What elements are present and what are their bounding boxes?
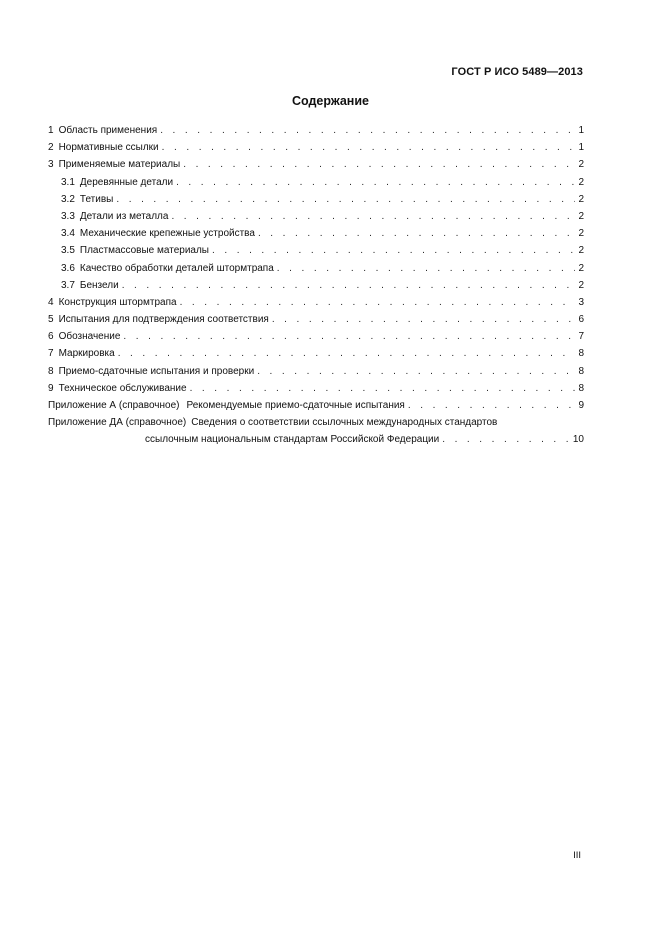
toc-entry-number: 3.2: [61, 193, 75, 205]
toc-entry-page: 2: [578, 228, 584, 240]
toc-entry-number: 3.3: [61, 210, 75, 222]
toc-entry-label: Сведения о соответствии ссылочных международных стандартов: [191, 417, 498, 429]
toc-leader-dots: [212, 242, 575, 259]
toc-entry[interactable]: [48, 345, 584, 362]
toc-leader-dots: [176, 174, 575, 191]
toc-entry[interactable]: [48, 174, 584, 191]
toc-entry-number: 1: [48, 125, 54, 136]
toc-entry-label: Маркировка: [58, 348, 115, 360]
toc-appendix-da[interactable]: [48, 414, 584, 448]
toc-entry-page: 8: [578, 382, 584, 394]
toc-entry-page: 1: [578, 142, 584, 154]
toc-leader-dots: [442, 431, 570, 448]
toc-entry-page: 10: [572, 434, 584, 446]
toc-entry[interactable]: [48, 311, 584, 328]
toc-leader-dots: [408, 397, 576, 414]
toc-entry-label: Конструкция штормтрапа: [58, 296, 177, 308]
toc-leader-dots: [190, 380, 576, 397]
table-of-contents: [48, 122, 584, 449]
toc-entry[interactable]: [48, 156, 584, 173]
toc-entry-label: Обозначение: [58, 331, 121, 343]
toc-entry-label: Качество обработки деталей штормтрапа: [79, 262, 274, 274]
toc-entry-number: 3.7: [61, 279, 75, 291]
toc-entry-number: 9: [48, 382, 54, 394]
toc-entry-number: Приложение А (справочное): [48, 400, 180, 411]
toc-entry-label: Механические крепежные устройства: [79, 228, 255, 240]
toc-entry-number: 3.6: [61, 262, 75, 274]
toc-entry-page: 2: [578, 159, 584, 171]
toc-entry-label: Приемо-сдаточные испытания и проверки: [58, 365, 255, 377]
toc-leader-dots: [277, 260, 576, 277]
toc-entry-number: 7: [48, 348, 54, 360]
toc-entry-number: Приложение ДА (справочное): [48, 417, 187, 429]
toc-entry-label: Тетивы: [79, 193, 114, 205]
toc-entry-number: 3: [48, 159, 54, 171]
toc-entry[interactable]: [48, 328, 584, 345]
toc-entry-page: 2: [578, 193, 584, 205]
toc-entry[interactable]: [48, 260, 584, 277]
toc-entry-page: 2: [578, 245, 584, 257]
toc-entry-label: Деревянные детали: [79, 176, 174, 188]
toc-entry-number: 3.1: [61, 176, 75, 188]
toc-leader-dots: [116, 191, 575, 208]
toc-entry-page: 2: [578, 176, 584, 188]
toc-entry-number: 2: [48, 142, 54, 154]
toc-entry-number: 8: [48, 365, 54, 377]
toc-entry-label-continued: ссылочным национальным стандартам Российской Федерации: [145, 434, 440, 446]
toc-entry-label: Рекомендуемые приемо-сдаточные испытания: [186, 400, 405, 411]
toc-entry[interactable]: [48, 139, 584, 156]
toc-entry-label: Детали из металла: [79, 210, 169, 222]
toc-leader-dots: [272, 311, 576, 328]
toc-entry[interactable]: [48, 208, 584, 225]
toc-entry-page: 2: [578, 279, 584, 291]
toc-entry-number: 5: [48, 314, 54, 326]
toc-entry-page: 2: [578, 262, 584, 274]
toc-leader-dots: [123, 328, 575, 345]
toc-entry-label: Техническое обслуживание: [58, 382, 187, 394]
toc-leader-dots: [180, 294, 576, 311]
toc-entry-page: 7: [578, 331, 584, 343]
toc-entry-page: 1: [578, 125, 584, 136]
toc-leader-dots: [122, 277, 576, 294]
toc-entry-label: Испытания для подтверждения соответствия: [58, 314, 269, 326]
toc-entry[interactable]: [48, 242, 584, 259]
toc-entry[interactable]: [48, 225, 584, 242]
toc-leader-dots: [258, 225, 575, 242]
toc-entry-label: Бензели: [79, 279, 119, 291]
toc-entry-number: 4: [48, 296, 54, 308]
toc-leader-dots: [160, 122, 575, 139]
page-number: III: [573, 850, 581, 861]
toc-appendix-a[interactable]: [48, 397, 584, 414]
toc-entry[interactable]: [48, 380, 584, 397]
toc-entry-page: 2: [578, 210, 584, 222]
toc-leader-dots: [171, 208, 575, 225]
toc-entry-number: 3.5: [61, 245, 75, 257]
toc-entry[interactable]: [48, 363, 584, 380]
toc-entry[interactable]: [48, 277, 584, 294]
page-title: Содержание: [291, 94, 369, 108]
toc-entry-page: 8: [578, 365, 584, 377]
toc-entry-label: Пластмассовые материалы: [79, 245, 209, 257]
toc-entry-page: 3: [578, 296, 584, 308]
document-code: ГОСТ Р ИСО 5489—2013: [451, 66, 583, 78]
toc-entry-page: 6: [578, 314, 584, 326]
toc-entry-label: Область применения: [58, 125, 158, 136]
toc-entry[interactable]: [48, 294, 584, 311]
toc-entry[interactable]: [48, 191, 584, 208]
toc-entry-label: Применяемые материалы: [58, 159, 181, 171]
toc-entry-page: 8: [578, 348, 584, 360]
toc-leader-dots: [118, 345, 576, 362]
toc-leader-dots: [162, 139, 576, 156]
toc-entry-page: 9: [578, 400, 584, 411]
toc-leader-dots: [183, 156, 575, 173]
toc-entry[interactable]: [48, 122, 584, 139]
toc-entry-number: 3.4: [61, 228, 75, 240]
toc-leader-dots: [257, 363, 575, 380]
toc-entry-label: Нормативные ссылки: [58, 142, 159, 154]
toc-entry-number: 6: [48, 331, 54, 343]
